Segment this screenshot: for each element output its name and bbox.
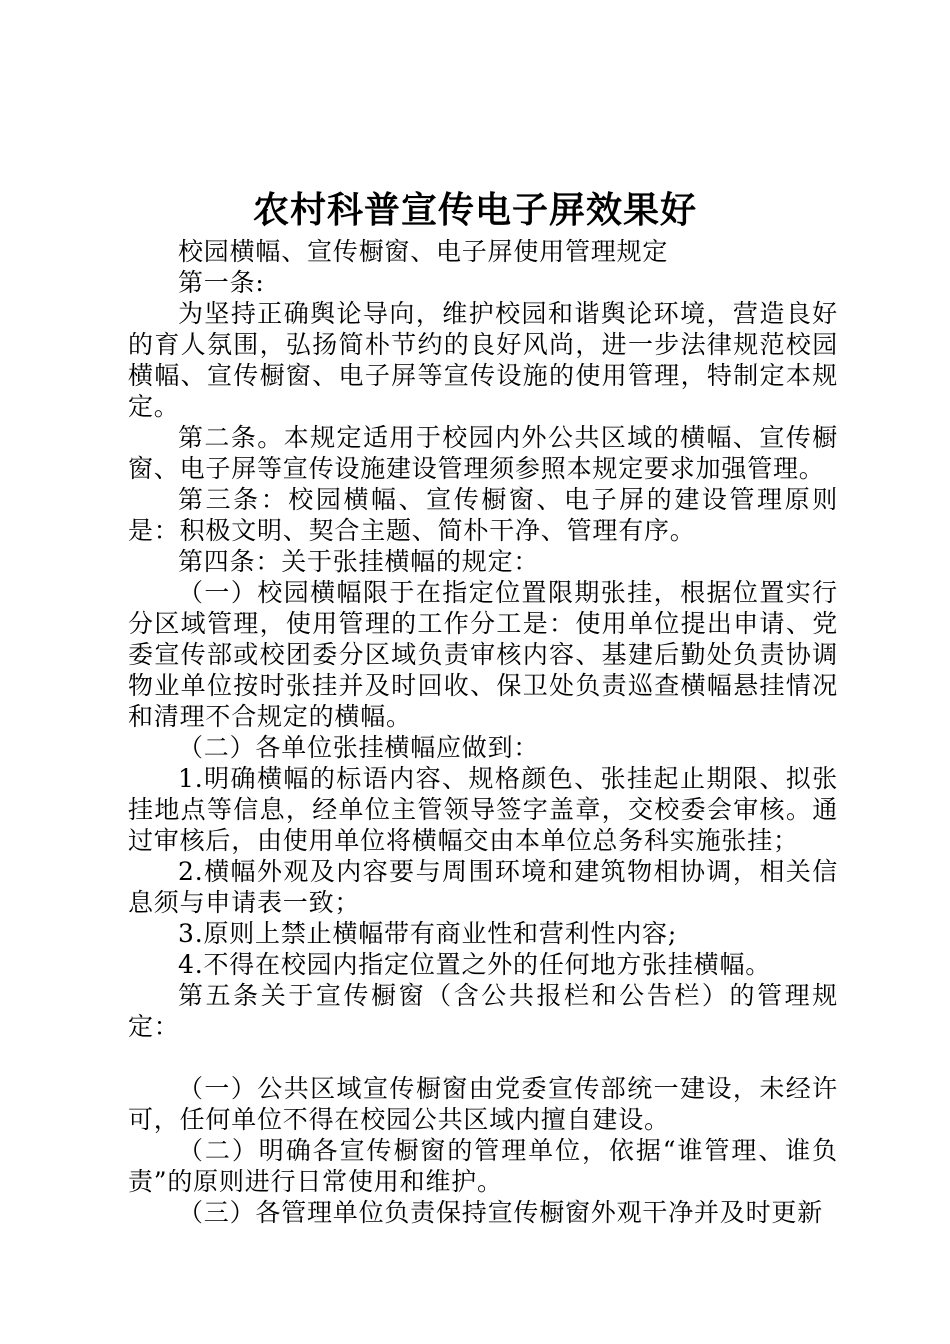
paragraph: 第二条。本规定适用于校园内外公共区域的横幅、宣传橱窗、电子屏等宣传设施建设管理须参照本规定要求加强管理。	[128, 423, 838, 483]
paragraph: 校园横幅、宣传橱窗、电子屏使用管理规定	[178, 237, 669, 266]
paragraph: （一）校园横幅限于在指定位置限期张挂，根据位置实行分区域管理，使用管理的工作分工是：使用单位提出申请、党委宣传部或校团委分区域负责审核内容、基建后勤处负责协调物业单位按时张挂并及时回收、保卫处负责巡查横幅悬挂情况和清理不合规定的横幅。	[128, 578, 838, 731]
paragraph: 2.横幅外观及内容要与周围环境和建筑物相协调，相关信息须与申请表一致；	[128, 857, 838, 917]
paragraph: 为坚持正确舆论导向，维护校园和谐舆论环境，营造良好的育人氛围，弘扬简朴节约的良好风尚，进一步法律规范校园横幅、宣传橱窗、电子屏等宣传设施的使用管理，特制定本规定。	[128, 299, 838, 421]
paragraph: （二）各单位张挂横幅应做到：	[178, 733, 540, 762]
paragraph: 3.原则上禁止横幅带有商业性和营利性内容;	[178, 919, 678, 948]
document-title: 农村科普宣传电子屏效果好	[252, 189, 697, 231]
paragraph: （一）公共区域宣传橱窗由党委宣传部统一建设，未经许可，任何单位不得在校园公共区域内擅自建设。	[128, 1074, 838, 1134]
paragraph: 第五条关于宣传橱窗（含公共报栏和公告栏）的管理规定：	[128, 981, 838, 1041]
paragraph: 第一条:	[178, 268, 265, 297]
paragraph: 第四条：关于张挂横幅的规定：	[178, 547, 540, 576]
paragraph: 1.明确横幅的标语内容、规格颜色、张挂起止期限、拟张挂地点等信息，经单位主管领导签字盖章，交校委会审核。通过审核后，由使用单位将横幅交由本单位总务科实施张挂；	[128, 764, 838, 855]
paragraph: 第三条：校园横幅、宣传橱窗、电子屏的建设管理原则是：积极文明、契合主题、简朴干净、管理有序。	[128, 485, 838, 545]
document-body	[128, 236, 838, 1228]
paragraph: 4.不得在校园内指定位置之外的任何地方张挂横幅。	[178, 950, 772, 979]
paragraph: （二）明确各宣传橱窗的管理单位，依据“谁管理、谁负责”的原则进行日常使用和维护。	[128, 1136, 838, 1196]
paragraph: （三）各管理单位负责保持宣传橱窗外观干净并及时更新	[178, 1198, 824, 1227]
